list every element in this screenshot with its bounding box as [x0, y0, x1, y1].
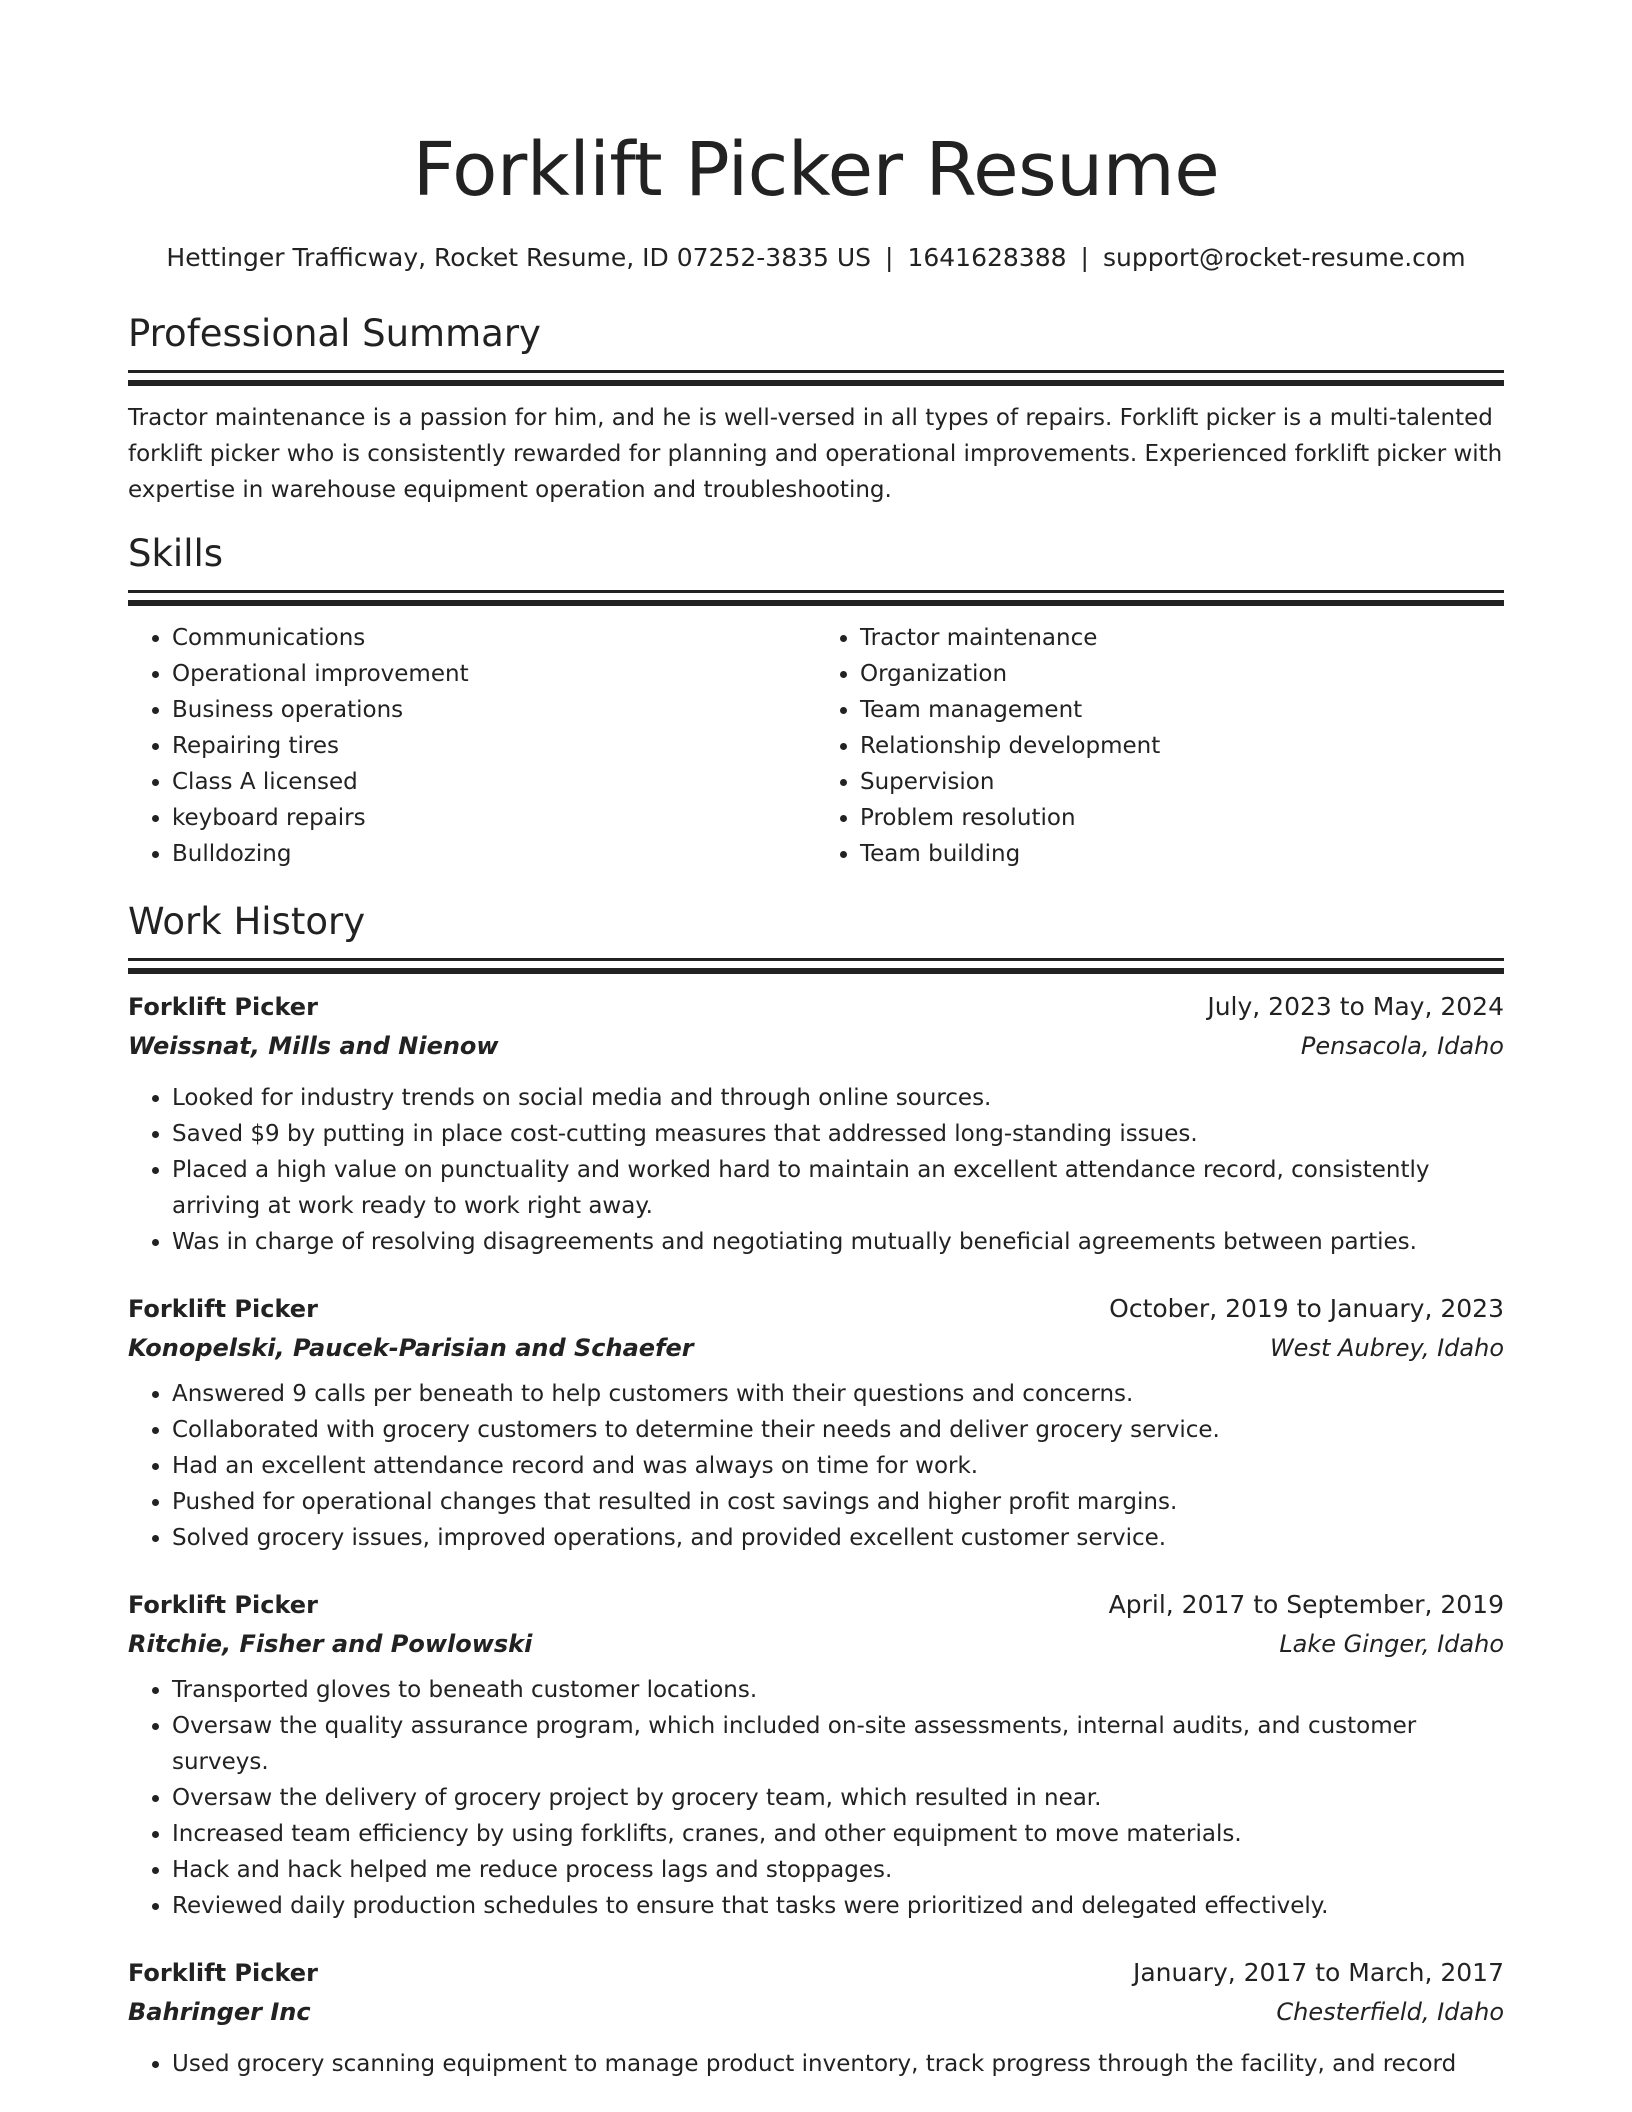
- resume-page: [128, 0, 1504, 2112]
- job-company: Konopelski, Paucek-Parisian and Schaefer: [128, 1334, 694, 1362]
- skill-item: • keyboard repairs: [172, 800, 816, 836]
- skill-item: • Tractor maintenance: [860, 620, 1504, 656]
- job-bullet: • Increased team efficiency by using forklifts, cranes, and other equipment to move materials.: [172, 1816, 1504, 1852]
- skill-item: • Team management: [860, 692, 1504, 728]
- skill-item: • Relationship development: [860, 728, 1504, 764]
- contact-address: Hettinger Trafficway, Rocket Resume, ID 07252-3835 US: [166, 243, 872, 272]
- job-bullet: • Looked for industry trends on social media and through online sources.: [172, 1080, 1504, 1116]
- job-bullet: • Used grocery scanning equipment to manage product inventory, track progress through the facility, and record: [172, 2046, 1504, 2082]
- job-title: Forklift Picker: [128, 1591, 318, 1619]
- skills-heading: Skills: [128, 532, 224, 575]
- contact-line: [128, 240, 1504, 276]
- job-bullet: • Pushed for operational changes that resulted in cost savings and higher profit margins.: [172, 1484, 1504, 1520]
- job-location: West Aubrey, Idaho: [1269, 1334, 1504, 1362]
- section-divider: [128, 958, 1504, 961]
- job-bullets: [128, 1376, 1504, 1556]
- job-bullet: • Saved $9 by putting in place cost-cutting measures that addressed long-standing issues.: [172, 1116, 1504, 1152]
- skill-item: • Supervision: [860, 764, 1504, 800]
- job-title: Forklift Picker: [128, 993, 318, 1021]
- skill-item: • Organization: [860, 656, 1504, 692]
- skill-item: • Team building: [860, 836, 1504, 872]
- contact-phone: 1641628388: [907, 243, 1067, 272]
- job-company: Ritchie, Fisher and Powlowski: [128, 1630, 533, 1658]
- contact-separator: |: [1080, 243, 1089, 272]
- summary-text: Tractor maintenance is a passion for him, and he is well-versed in all types of repairs. Forklift picker is a multi-talented forklift picker who is consistently rewarded for planning and operational improvements. Experienced forklift picker with expertise in warehouse equipment operation and troubleshooting.: [128, 405, 1503, 503]
- job-bullet: • Collaborated with grocery customers to determine their needs and deliver grocery service.: [172, 1412, 1504, 1448]
- section-divider-thick: [128, 600, 1504, 606]
- skill-item: • Business operations: [172, 692, 816, 728]
- skill-item: • Bulldozing: [172, 836, 816, 872]
- section-divider: [128, 370, 1504, 373]
- job-location: Pensacola, Idaho: [1300, 1032, 1504, 1060]
- job-bullet: • Solved grocery issues, improved operations, and provided excellent customer service.: [172, 1520, 1504, 1556]
- job-bullet: • Was in charge of resolving disagreements and negotiating mutually beneficial agreements between parties.: [172, 1224, 1504, 1260]
- summary-heading: Professional Summary: [128, 312, 541, 355]
- job-bullet: • Hack and hack helped me reduce process lags and stoppages.: [172, 1852, 1504, 1888]
- section-divider-thick: [128, 968, 1504, 974]
- skills-list-left: [128, 620, 816, 872]
- job-dates: July, 2023 to May, 2024: [1207, 992, 1504, 1021]
- skill-item: • Class A licensed: [172, 764, 816, 800]
- contact-email: support@rocket-resume.com: [1102, 243, 1466, 272]
- job-bullet: • Had an excellent attendance record and was always on time for work.: [172, 1448, 1504, 1484]
- job-bullets: [128, 2046, 1504, 2082]
- section-divider-thick: [128, 380, 1504, 386]
- job-company: Weissnat, Mills and Nienow: [128, 1032, 499, 1060]
- skill-item: • Communications: [172, 620, 816, 656]
- skills-list-right: [816, 620, 1504, 872]
- job-entry: [128, 988, 1504, 1260]
- skill-item: • Operational improvement: [172, 656, 816, 692]
- job-title: Forklift Picker: [128, 1959, 318, 1987]
- job-entry: [128, 1290, 1504, 1556]
- job-bullet: • Reviewed daily production schedules to ensure that tasks were prioritized and delegated effectively.: [172, 1888, 1504, 1924]
- job-dates: January, 2017 to March, 2017: [1132, 1958, 1504, 1987]
- job-bullet: • Oversaw the delivery of grocery project by grocery team, which resulted in near.: [172, 1780, 1504, 1816]
- job-entry: [128, 1586, 1504, 1924]
- job-bullet: • Placed a high value on punctuality and worked hard to maintain an excellent attendance record, consistently arriving at work ready to work right away.: [172, 1152, 1504, 1224]
- work-history-section: [128, 898, 1504, 2082]
- job-dates: October, 2019 to January, 2023: [1109, 1294, 1504, 1323]
- job-bullet: • Transported gloves to beneath customer locations.: [172, 1672, 1504, 1708]
- job-bullets: [128, 1672, 1504, 1924]
- job-dates: April, 2017 to September, 2019: [1108, 1590, 1504, 1619]
- work-history-heading: Work History: [128, 900, 366, 943]
- job-company: Bahringer Inc: [128, 1998, 311, 2026]
- resume-title: Forklift Picker Resume: [412, 127, 1220, 213]
- job-bullets: [128, 1080, 1504, 1260]
- contact-separator: |: [885, 243, 894, 272]
- job-entry: [128, 1954, 1504, 2082]
- summary-section: [128, 310, 1504, 508]
- job-bullet: • Oversaw the quality assurance program, which included on-site assessments, internal audits, and customer surveys.: [172, 1708, 1504, 1780]
- section-divider: [128, 590, 1504, 593]
- skill-item: • Repairing tires: [172, 728, 816, 764]
- skill-item: • Problem resolution: [860, 800, 1504, 836]
- skills-section: [128, 530, 1504, 872]
- skills-columns: [128, 620, 1504, 872]
- job-location: Lake Ginger, Idaho: [1279, 1630, 1504, 1658]
- job-location: Chesterfield, Idaho: [1276, 1998, 1504, 2026]
- job-bullet: • Answered 9 calls per beneath to help customers with their questions and concerns.: [172, 1376, 1504, 1412]
- job-title: Forklift Picker: [128, 1295, 318, 1323]
